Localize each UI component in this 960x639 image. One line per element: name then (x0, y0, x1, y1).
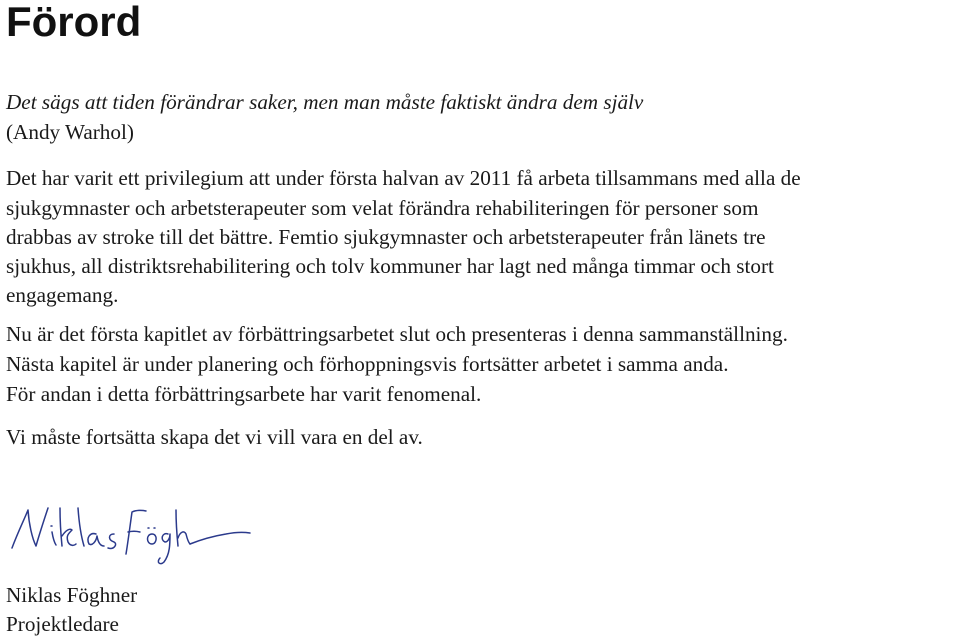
paragraph-1-line-5: engagemang. (6, 283, 119, 307)
quote-text: Det sägs att tiden förändrar saker, men man måste faktiskt ändra dem själv (6, 90, 644, 114)
page-title: Förord (6, 0, 142, 45)
paragraph-1-line-2: sjukgymnaster och arbetsterapeuter som velat förändra rehabiliteringen för personer som (6, 196, 759, 220)
paragraph-2-line-3: För andan i detta förbättringsarbete har varit fenomenal. (6, 382, 482, 406)
paragraph-1-line-4: sjukhus, all distriktsrehabilitering och tolv kommuner har lagt ned många timmar och stort (6, 254, 774, 278)
handwritten-signature (4, 502, 254, 572)
paragraph-1-line-1: Det har varit ett privilegium att under första halvan av 2011 få arbeta tillsammans med alla de (6, 166, 801, 190)
quote-attribution: (Andy Warhol) (6, 120, 134, 144)
signer-name: Niklas Föghner (6, 583, 138, 607)
signer-title: Projektledare (6, 612, 119, 636)
paragraph-1-line-3: drabbas av stroke till det bättre. Femtio sjukgymnaster och arbetsterapeuter från länets tre (6, 225, 766, 249)
paragraph-3-line-1: Vi måste fortsätta skapa det vi vill vara en del av. (6, 425, 423, 449)
paragraph-2-line-1: Nu är det första kapitlet av förbättringsarbetet slut och presenteras i denna sammanställning. (6, 322, 788, 346)
paragraph-2-line-2: Nästa kapitel är under planering och förhoppningsvis fortsätter arbetet i samma anda. (6, 352, 729, 376)
